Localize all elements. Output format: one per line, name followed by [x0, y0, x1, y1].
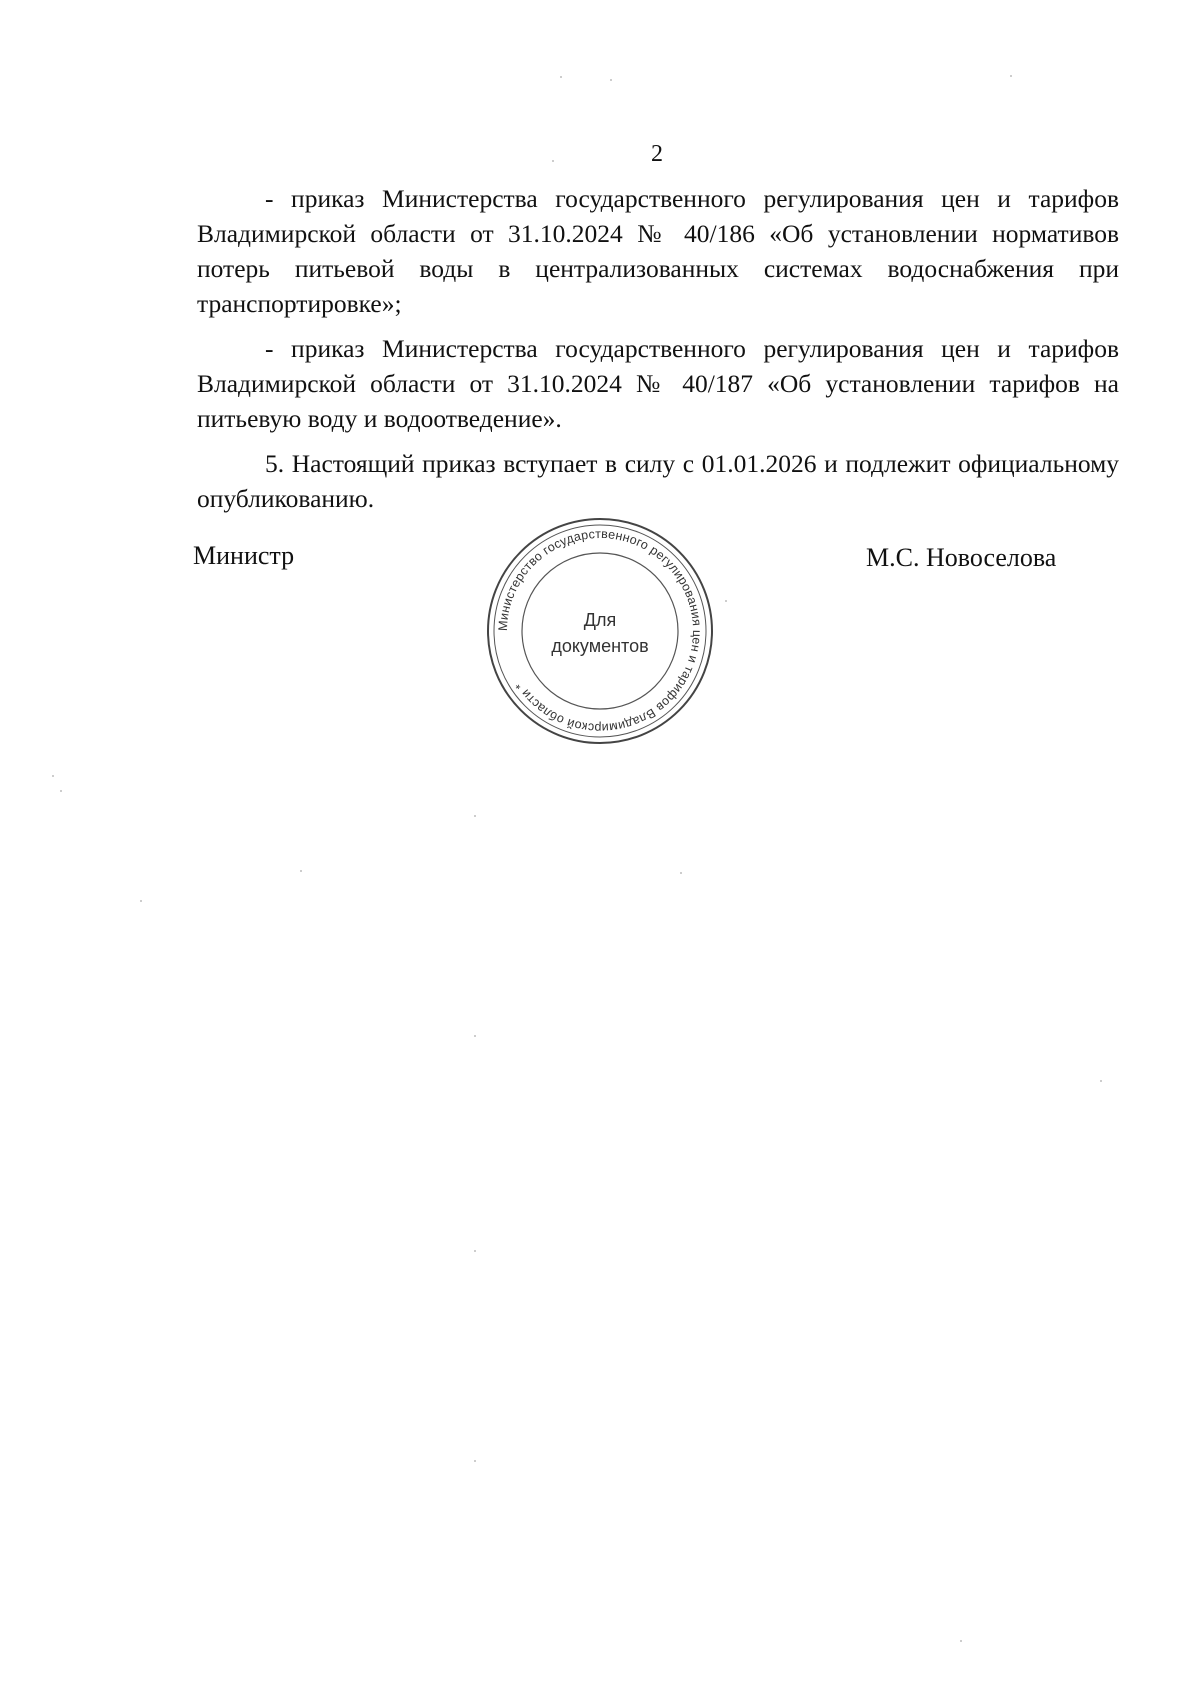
- stamp-ring-text: Министерство государственного регулирования цен и тарифов Владимирской области *: [495, 526, 705, 736]
- scan-speck: [552, 160, 554, 162]
- scan-speck: [725, 600, 727, 602]
- stamp-graphic: [484, 515, 716, 747]
- signature-name: М.С. Новоселова: [866, 543, 1057, 572]
- scan-speck: [680, 872, 682, 874]
- stamp-second-ring: [494, 525, 706, 737]
- paragraph-effective-date: 5. Настоящий приказ вступает в силу с 01.01.2026 и подлежит официальному опубликованию.: [197, 449, 1119, 513]
- document-body: [197, 181, 1119, 526]
- scan-speck: [1100, 1080, 1102, 1082]
- scan-speck: [474, 1460, 476, 1462]
- page-number: 2: [651, 141, 663, 167]
- scan-speck: [300, 870, 302, 872]
- scan-speck: [474, 815, 476, 817]
- stamp-center-line-1: Для: [583, 610, 617, 630]
- scan-speck: [140, 900, 142, 902]
- stamp-center-line-2: документов: [551, 636, 649, 656]
- scan-speck: [560, 76, 562, 78]
- scan-speck: [60, 790, 62, 792]
- scan-speck: [610, 79, 612, 81]
- scan-speck: [52, 775, 54, 777]
- paragraph-order-187: - приказ Министерства государственного регулирования цен и тарифов Владимирской области от 31.10.2024 № 40/187 «Об установлении тарифов на питьевую воду и водоотведение».: [197, 334, 1119, 433]
- scan-speck: [474, 1035, 476, 1037]
- scan-speck: [960, 1640, 962, 1642]
- official-stamp: [484, 515, 716, 747]
- scan-speck: [1010, 75, 1012, 77]
- signature-title: Министр: [193, 541, 295, 570]
- paragraph-order-186: - приказ Министерства государственного регулирования цен и тарифов Владимирской области от 31.10.2024 № 40/186 «Об установлении нормативов потерь питьевой воды в централизованных системах водоснабжения при транспортировке»;: [197, 184, 1119, 318]
- stamp-inner-ring: [522, 553, 678, 709]
- scan-speck: [474, 1250, 476, 1252]
